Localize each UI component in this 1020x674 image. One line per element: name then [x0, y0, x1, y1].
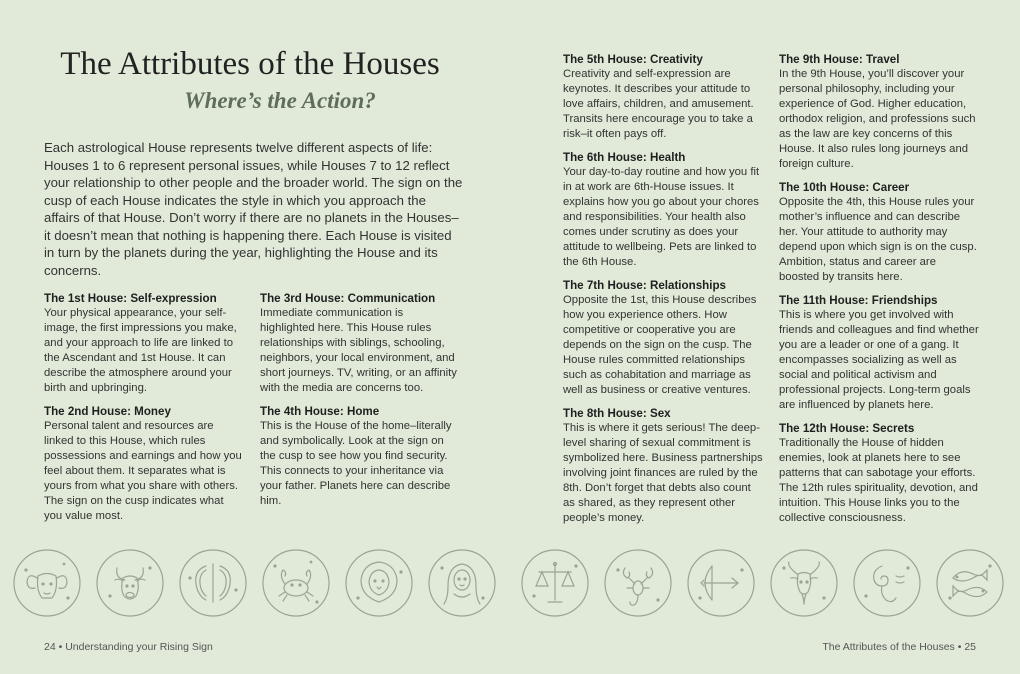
footer-left: 24 • Understanding your Rising Sign: [44, 641, 213, 653]
house-text: In the 9th House, you’ll discover your personal philosophy, including your experience of God. Higher education, orthodox religion, and professions such as the law are key concerns of this House. It also rules long journeys and foreign culture.: [779, 68, 976, 170]
house-title: The 8th House: Sex: [563, 407, 671, 420]
pisces-icon: [935, 548, 1005, 618]
page-subtitle: Where’s the Action?: [184, 88, 376, 113]
aries-icon: [12, 548, 82, 618]
houses-column-1: [44, 291, 244, 532]
houses-column-3: [563, 52, 763, 534]
cancer-icon: [261, 548, 331, 618]
house-title: The 11th House: Friendships: [779, 294, 938, 307]
house-2: [44, 404, 244, 524]
house-title: The 3rd House: Communication: [260, 292, 436, 305]
footer-right: The Attributes of the Houses • 25: [822, 641, 976, 653]
house-title: The 10th House: Career: [779, 181, 910, 194]
house-7: [563, 278, 763, 398]
house-text: Immediate communication is highlighted here. This House rules relationships with siblings, schooling, neighbors, your local environment, and short journeys. TV, writing, or an affinity with the media are concerns too.: [260, 307, 457, 394]
house-1: [44, 291, 244, 396]
house-title: The 5th House: Creativity: [563, 53, 703, 66]
houses-column-4: [779, 52, 979, 534]
house-12: [779, 421, 979, 526]
house-text: Traditionally the House of hidden enemies, look at planets here to see patterns that can sabotage your efforts. The 12th rules spirituality, devotion, and intuition. This House links you to the collective consciousness.: [779, 437, 978, 524]
house-text: Creativity and self-expression are keynotes. It describes your attitude to love affairs, children, and amusement. Transits here encourage you to take a risk–it often pays off.: [563, 68, 754, 140]
scorpio-icon: [603, 548, 673, 618]
house-text: Your physical appearance, your self-image, the first impressions you make, and your approach to life are linked to the Ascendant and 1st House. It can describe the atmosphere around your birth and upbringing.: [44, 307, 237, 394]
house-4: [260, 404, 460, 509]
sagittarius-icon: [686, 548, 756, 618]
gemini-icon: [178, 548, 248, 618]
house-title: The 4th House: Home: [260, 405, 380, 418]
house-text: This is where it gets serious! The deep-level sharing of sexual commitment is symbolized here. Business partnerships involving joint finances are ruled by the 8th. Don’t forget that debts also count as shared, as they represent other people’s money.: [563, 422, 763, 524]
house-3: [260, 291, 460, 396]
house-text: Personal talent and resources are linked to this House, which rules possessions and earnings and how you feel about them. It separates what is yours from what you share with others. The sign on the cusp indicates what you value most.: [44, 420, 242, 522]
aquarius-icon: [852, 548, 922, 618]
zodiac-icon-row: [12, 548, 1010, 622]
house-6: [563, 150, 763, 270]
house-5: [563, 52, 763, 142]
virgo-icon: [427, 548, 497, 618]
house-text: Opposite the 4th, this House rules your mother’s influence and can describe her. Your attitude to authority may depend upon which sign is on the cusp. Ambition, status and career are boosted by transits here.: [779, 196, 977, 283]
house-title: The 2nd House: Money: [44, 405, 171, 418]
house-title: The 6th House: Health: [563, 151, 686, 164]
house-text: Your day-to-day routine and how you fit in at work are 6th-House issues. It explains how you go about your chores and responsibilities. Your health also comes under scrutiny as does your attitude to wellbeing. Pets are linked to the 6th House.: [563, 166, 760, 268]
house-10: [779, 180, 979, 285]
house-title: The 12th House: Secrets: [779, 422, 915, 435]
leo-icon: [344, 548, 414, 618]
capricorn-icon: [769, 548, 839, 618]
house-8: [563, 406, 763, 526]
house-text: This is the House of the home–literally and symbolically. Look at the sign on the cusp to see how you find security. This connects to your inheritance via your father. Planets here can describe him.: [260, 420, 452, 507]
page-title: The Attributes of the Houses: [60, 46, 440, 82]
intro-paragraph: Each astrological House represents twelve different aspects of life: Houses 1 to 6 represent personal issues, while Houses 7 to 12 reflect your relationship to other people and the broader world. The sign on the cusp of each House indicates the style in which you approach the affairs of that House. Don’t worry if there are no planets in the Houses–it doesn’t mean that nothing is happening there. Each House is visited in turn by the planets during the year, highlighting the House and its concerns.: [44, 140, 463, 278]
libra-icon: [520, 548, 590, 618]
houses-column-2: [260, 291, 460, 517]
house-title: The 1st House: Self-expression: [44, 292, 217, 305]
house-text: This is where you get involved with friends and colleagues and find whether you are a leader or one of a gang. It encompasses socializing as well as social and political activism and professional projects. Long-term goals are influenced by planets here.: [779, 309, 979, 411]
house-title: The 9th House: Travel: [779, 53, 900, 66]
house-text: Opposite the 1st, this House describes how you experience others. How competitive or cooperative you are depends on the sign on the cusp. The House rules committed relationships such as cohabitation and marriage as well as business or creative ventures.: [563, 294, 757, 396]
house-title: The 7th House: Relationships: [563, 279, 726, 292]
taurus-icon: [95, 548, 165, 618]
house-9: [779, 52, 979, 172]
house-11: [779, 293, 979, 413]
